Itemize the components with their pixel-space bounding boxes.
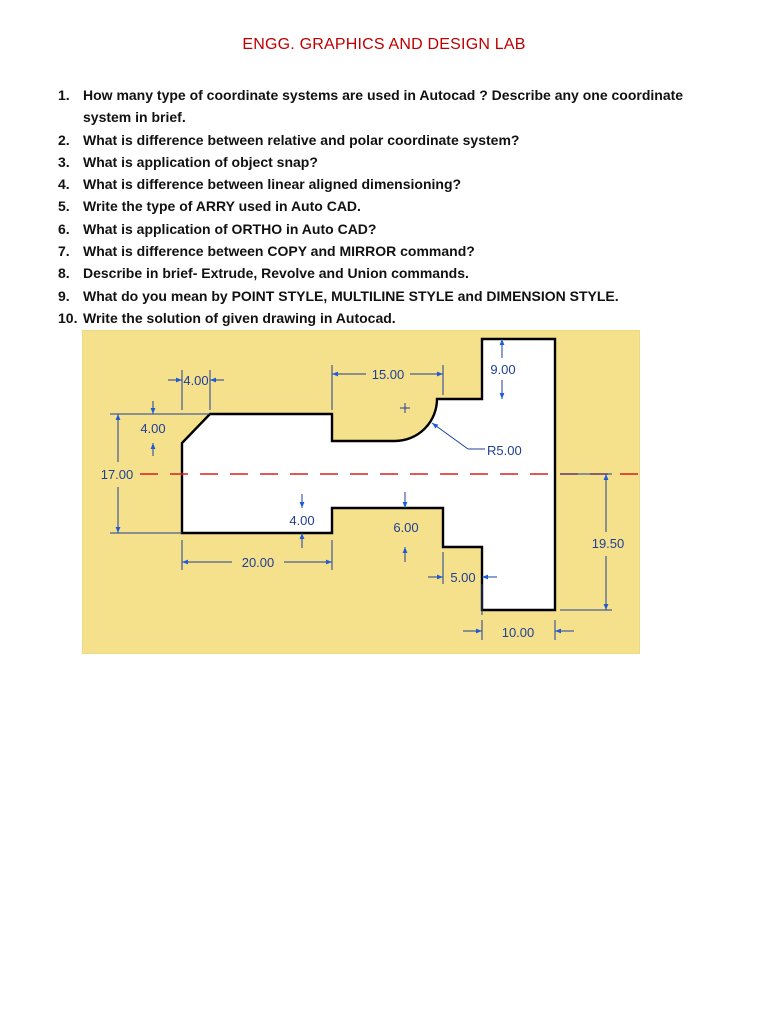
dim-4-00-top: 4.00 xyxy=(183,373,209,388)
question-number: 5. xyxy=(58,198,70,215)
dim-5-00: 5.00 xyxy=(450,570,476,585)
dim-4-00-mid: 4.00 xyxy=(289,513,315,528)
question-text: What is difference between linear aligned dimensioning? xyxy=(83,176,462,193)
dim-4-00-left: 4.00 xyxy=(140,421,166,436)
dim-19-50: 19.50 xyxy=(591,536,625,551)
question-text: Write the type of ARRY used in Auto CAD. xyxy=(83,198,361,215)
question-text: What is application of object snap? xyxy=(83,153,318,170)
question-text: What is difference between relative and polar coordinate system? xyxy=(83,131,520,148)
question-number: 9. xyxy=(58,287,70,304)
dim-20-00: 20.00 xyxy=(241,555,275,570)
question-list xyxy=(58,84,698,329)
question-text: Write the solution of given drawing in Autocad. xyxy=(83,309,396,326)
dim-15-00: 15.00 xyxy=(371,367,405,382)
list-item xyxy=(58,262,698,284)
dim-10-00: 10.00 xyxy=(501,625,535,640)
question-text: Describe in brief- Extrude, Revolve and Union commands. xyxy=(83,265,469,282)
cad-drawing xyxy=(82,330,640,654)
list-item xyxy=(58,285,698,307)
list-item xyxy=(58,307,698,329)
list-item xyxy=(58,173,698,195)
question-number: 2. xyxy=(58,131,70,148)
question-text: What is application of ORTHO in Auto CAD? xyxy=(83,220,377,237)
page-title: ENGG. GRAPHICS AND DESIGN LAB xyxy=(242,36,526,53)
cad-drawing-svg xyxy=(82,330,640,654)
list-item xyxy=(58,151,698,173)
list-item xyxy=(58,84,698,129)
dim-9-00: 9.00 xyxy=(490,362,516,377)
question-number: 1. xyxy=(58,87,70,103)
dim-17-00: 17.00 xyxy=(100,467,134,482)
list-item xyxy=(58,218,698,240)
question-text: How many type of coordinate systems are used in Autocad ? Describe any one coordinate system in brief. xyxy=(83,87,684,126)
question-number: 4. xyxy=(58,176,70,193)
question-text: What is difference between COPY and MIRROR command? xyxy=(83,243,475,260)
question-number: 6. xyxy=(58,220,70,237)
list-item xyxy=(58,129,698,151)
question-text: What do you mean by POINT STYLE, MULTILINE STYLE and DIMENSION STYLE. xyxy=(83,287,619,304)
dim-6-00: 6.00 xyxy=(393,520,419,535)
list-item xyxy=(58,240,698,262)
question-number: 10. xyxy=(58,309,78,326)
question-number: 3. xyxy=(58,153,70,170)
question-number: 7. xyxy=(58,243,70,260)
list-item xyxy=(58,195,698,217)
question-number: 8. xyxy=(58,265,70,282)
dim-r5-00: R5.00 xyxy=(487,443,522,458)
